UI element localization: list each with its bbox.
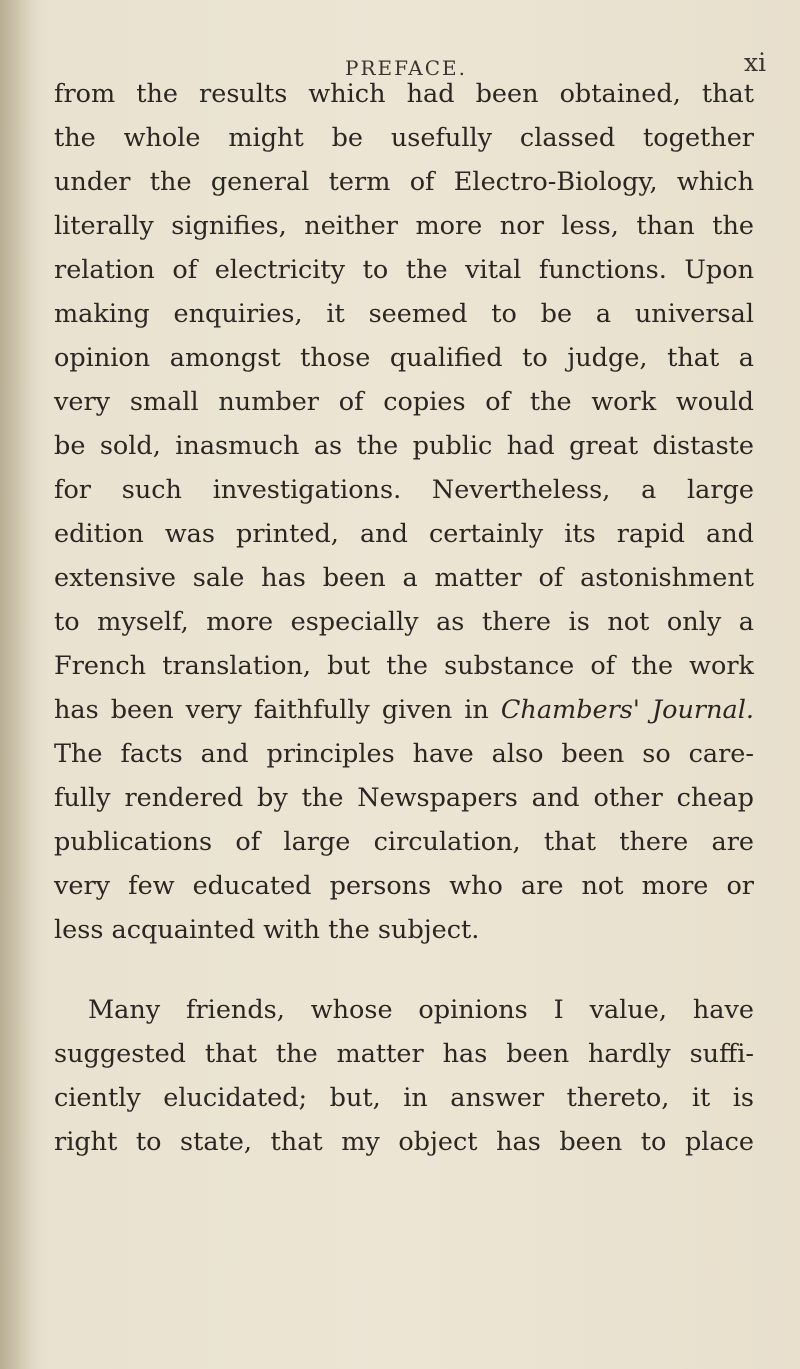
text-line: relation of electricity to the vital functions. Upon	[54, 255, 754, 285]
journal-title: Chambers' Journal.	[500, 695, 755, 725]
text-line: for such investigations. Nevertheless, a large	[54, 475, 754, 505]
text-line: less acquainted with the subject.	[54, 915, 480, 945]
text-line: publications of large circulation, that there are	[54, 827, 754, 857]
text-line: edition was printed, and certainly its rapid and	[54, 519, 754, 549]
text-line: ciently elucidated; but, in answer thereto, it is	[54, 1083, 754, 1113]
body-text	[54, 72, 754, 1164]
text-line: French translation, but the substance of the work	[54, 651, 754, 681]
paragraph-2	[54, 988, 754, 1164]
text-line: be sold, inasmuch as the public had great distaste	[54, 431, 754, 461]
text-line: Many friends, whose opinions I value, have	[88, 995, 754, 1025]
binding-gutter	[0, 0, 34, 1369]
text-line-prefix: has been very faithfully given in	[54, 695, 501, 725]
text-line: from the results which had been obtained, that	[54, 79, 754, 109]
text-line: very small number of copies of the work would	[54, 387, 754, 417]
text-line: opinion amongst those qualified to judge, that a	[54, 343, 754, 373]
page-number: xi	[744, 48, 767, 77]
text-line-with-italic	[54, 688, 754, 732]
text-line: making enquiries, it seemed to be a universal	[54, 299, 754, 329]
text-line: suggested that the matter has been hardly suffi-	[54, 1039, 754, 1069]
running-head-title: PREFACE.	[345, 56, 467, 80]
text-line: very few educated persons who are not more or	[54, 871, 754, 901]
text-line: extensive sale has been a matter of astonishment	[54, 563, 754, 593]
paragraph-spacer	[54, 952, 754, 988]
text-line: literally signifies, neither more nor less, than the	[54, 211, 754, 241]
text-line: to myself, more especially as there is not only a	[54, 607, 754, 637]
text-line: The facts and principles have also been so care-	[54, 739, 754, 769]
text-line: fully rendered by the Newspapers and other cheap	[54, 783, 754, 813]
text-line: right to state, that my object has been to place	[54, 1127, 754, 1157]
text-line: under the general term of Electro-Biology, which	[54, 167, 754, 197]
text-line: the whole might be usefully classed together	[54, 123, 754, 153]
paragraph-1	[54, 72, 754, 952]
